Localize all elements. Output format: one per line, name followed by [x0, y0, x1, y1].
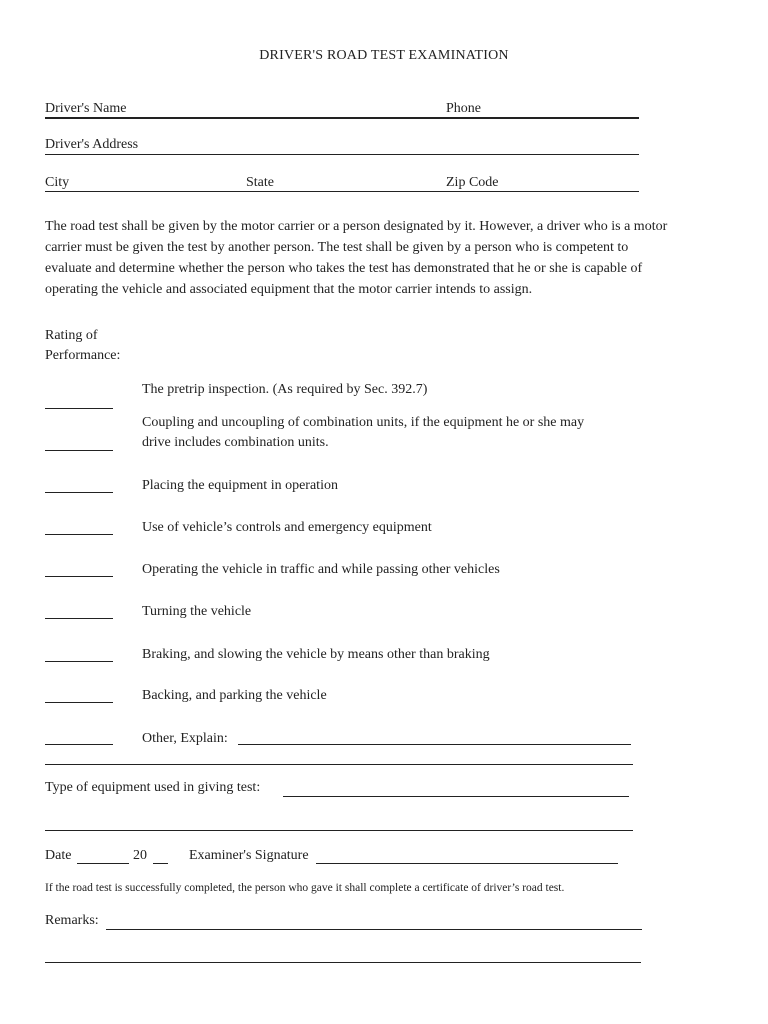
item-vehicle-controls: Use of vehicle’s controls and emergency equipment [142, 520, 432, 535]
item-coupling-line2: drive includes combination units. [142, 435, 329, 450]
page-title: DRIVER'S ROAD TEST EXAMINATION [259, 48, 509, 63]
equipment-label: Type of equipment used in giving test: [45, 780, 261, 795]
rating-blank-turning[interactable] [45, 618, 113, 619]
rating-blank-other[interactable] [45, 744, 113, 745]
remarks-label: Remarks: [45, 913, 99, 928]
equipment-field-line2[interactable] [45, 830, 633, 831]
item-placing-equipment: Placing the equipment in operation [142, 478, 338, 493]
zip-code-label: Zip Code [446, 175, 499, 190]
examiner-signature-label: Examiner's Signature [189, 848, 309, 863]
other-explain-field[interactable] [238, 744, 631, 745]
rating-blank-traffic[interactable] [45, 576, 113, 577]
paragraph-line: The road test shall be given by the motor carrier or a person designated by it. However, a driver who is a motor [45, 219, 668, 234]
paragraph-line: evaluate and determine whether the person who takes the test has demonstrated that he or she is capable of [45, 261, 643, 276]
year-prefix: 20 [133, 848, 147, 863]
driver-address-label: Driver's Address [45, 137, 139, 152]
phone-label: Phone [446, 101, 481, 116]
state-label: State [246, 175, 274, 190]
item-traffic-passing: Operating the vehicle in traffic and while passing other vehicles [142, 562, 500, 577]
rating-blank-backing[interactable] [45, 702, 113, 703]
examiner-signature-field[interactable] [316, 863, 618, 864]
date-label: Date [45, 848, 72, 863]
city-state-zip-field[interactable] [45, 191, 639, 192]
item-other-explain: Other, Explain: [142, 731, 228, 746]
completion-note: If the road test is successfully completed, the person who gave it shall complete a certificate of driver’s road test. [45, 882, 565, 894]
rating-blank-placing[interactable] [45, 492, 113, 493]
paragraph-line: operating the vehicle and associated equipment that the motor carrier intends to assign. [45, 282, 533, 297]
remarks-field[interactable] [106, 929, 642, 930]
rating-blank-controls[interactable] [45, 534, 113, 535]
driver-name-label: Driver's Name [45, 101, 127, 116]
item-braking: Braking, and slowing the vehicle by means other than braking [142, 647, 490, 662]
driver-address-field[interactable] [45, 154, 639, 155]
item-pretrip-inspection: The pretrip inspection. (As required by Sec. 392.7) [142, 382, 428, 397]
other-explain-field-line2[interactable] [45, 764, 633, 765]
rating-blank-pretrip[interactable] [45, 408, 113, 409]
rating-blank-coupling[interactable] [45, 450, 113, 451]
equipment-field[interactable] [283, 796, 629, 797]
driver-name-field[interactable] [45, 117, 639, 119]
remarks-field-line2[interactable] [45, 962, 641, 963]
paragraph-line: carrier must be given the test by another person. The test shall be given by a person who is competent to [45, 240, 629, 255]
date-field[interactable] [77, 863, 129, 864]
item-coupling-line1: Coupling and uncoupling of combination units, if the equipment he or she may [142, 415, 585, 430]
rating-label-line1: Rating of [45, 328, 98, 343]
rating-label-line2: Performance: [45, 348, 121, 363]
item-turning: Turning the vehicle [142, 604, 252, 619]
year-field[interactable] [153, 863, 168, 864]
rating-blank-braking[interactable] [45, 661, 113, 662]
instructions-paragraph [45, 216, 745, 300]
item-backing-parking: Backing, and parking the vehicle [142, 688, 327, 703]
city-label: City [45, 175, 70, 190]
